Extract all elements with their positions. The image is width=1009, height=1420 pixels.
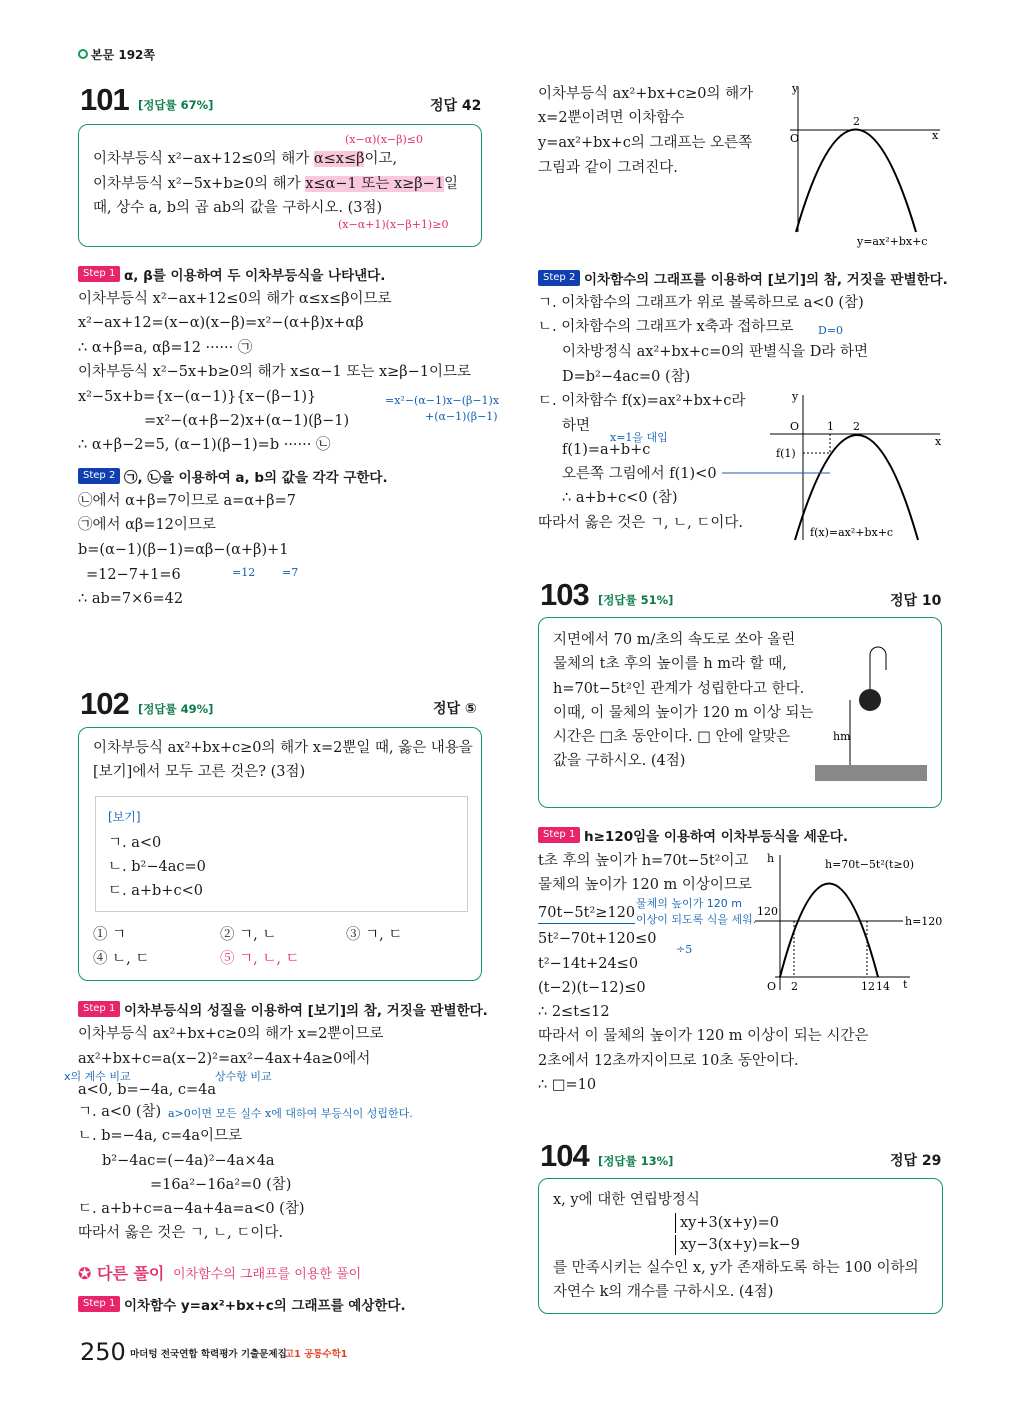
equation-line: xy−3(x+y)=k−9 <box>675 1235 800 1255</box>
problem-line: [보기]에서 모두 고른 것은? (3점) <box>93 764 306 780</box>
solution-line: =x²−(α+β−2)x+(α−1)(β−1) <box>144 413 350 429</box>
curve-label: f(x)=ax²+bx+c <box>810 526 894 539</box>
problem-number: 102 <box>80 686 129 721</box>
solution-line: b=(α−1)(β−1)=αβ−(α+β)+1 <box>78 542 289 558</box>
annotation: x=1을 대입 <box>610 431 668 444</box>
solution-line: 따라서 옳은 것은 ㄱ, ㄴ, ㄷ이다. <box>538 515 743 531</box>
problem-number: 103 <box>540 577 589 612</box>
annotation: D=0 <box>818 324 844 337</box>
annotation: =12 <box>232 566 256 579</box>
solution-line: 70t−5t²≥120 <box>538 903 635 924</box>
problem-line: 이차부등식 x²−5x+b≥0의 해가 x≤α−1 또는 x≥β−1일 <box>93 176 459 192</box>
problem-number: 104 <box>540 1138 589 1173</box>
answer: 정답 ⑤ <box>433 701 477 717</box>
ref-text: 본문 192쪽 <box>91 48 156 62</box>
solution-line: 2초에서 12초까지이므로 10초 동안이다. <box>538 1053 799 1069</box>
solution-line: ∴ α+β=a, αβ=12 ······ ㉠ <box>78 340 253 356</box>
solution-line: f(1)=a+b+c <box>562 442 651 458</box>
parabola-graph-2 <box>770 390 945 545</box>
tick-label: 2 <box>853 115 860 128</box>
solution-line: 이차부등식 x²−ax+12≤0의 해가 α≤x≤β이므로 <box>78 291 392 307</box>
axis-label-t: t <box>903 978 908 991</box>
solution-line: a<0, b=−4a, c=4a <box>78 1082 217 1098</box>
solution-line: ∴ 2≤t≤12 <box>538 1004 610 1020</box>
solution-line: ㄴ. 이차함수의 그래프가 x축과 접하므로 <box>538 319 794 335</box>
solution-line: x=2뿐이려면 이차함수 <box>538 110 685 126</box>
correct-rate: [정답률 13%] <box>598 1154 674 1168</box>
curve-label: y=ax²+bx+c <box>857 235 928 248</box>
step-badge: Step 2 <box>78 468 120 484</box>
tick-label: 120 <box>757 905 778 918</box>
axis-label-y: y <box>792 82 799 95</box>
solution-line: 이차부등식 ax²+bx+c≥0의 해가 <box>538 86 754 102</box>
choice-1[interactable]: ① ㄱ <box>93 927 127 943</box>
solution-line: t²−14t+24≤0 <box>538 956 639 972</box>
problem-line: x, y에 대한 연립방정식 <box>553 1192 700 1208</box>
annotation: 물체의 높이가 120 m <box>636 897 742 910</box>
problem-line: 지면에서 70 m/초의 속도로 쏘아 올린 <box>553 632 796 648</box>
page-number: 250 <box>80 1338 126 1366</box>
solution-line: ㄱ. 이차함수의 그래프가 위로 볼록하므로 a<0 (참) <box>538 295 864 311</box>
axis-label-x: x <box>932 129 939 142</box>
problem-line: 이차부등식 ax²+bx+c≥0의 해가 x=2뿐일 때, 옳은 내용을 <box>93 740 473 756</box>
tick-label: 2 <box>853 420 860 433</box>
solution-line: ∴ α+β−2=5, (α−1)(β−1)=b ······ ㉡ <box>78 437 331 453</box>
solution-line: ㄷ. 이차함수 f(x)=ax²+bx+c라 <box>538 393 746 409</box>
circle-icon <box>78 49 88 59</box>
problem-line: 이때, 이 물체의 높이가 120 m 이상 되는 <box>553 705 814 721</box>
annotation: 상수항 비교 <box>215 1070 272 1083</box>
step-title: α, β를 이용하여 두 이차부등식을 나타낸다. <box>124 268 386 284</box>
solution-line: ㉠에서 αβ=12이므로 <box>78 517 216 533</box>
problem-line: h=70t−5t²인 관계가 성립한다고 한다. <box>553 681 805 697</box>
annotation: x의 계수 비교 <box>64 1070 131 1083</box>
tick-label: 12 <box>861 980 875 993</box>
bogi-item: ㄷ. a+b+c<0 <box>108 883 203 899</box>
bogi-item: ㄴ. b²−4ac=0 <box>108 859 206 875</box>
solution-line: =12−7+1=6 <box>86 567 181 583</box>
problem-line: 자연수 k의 개수를 구하시오. (4점) <box>553 1284 774 1300</box>
alt-solution-title: ✪ 다른 풀이 <box>78 1264 165 1283</box>
step-badge: Step 2 <box>538 270 580 286</box>
axis-label-y: y <box>792 390 799 403</box>
choice-3[interactable]: ③ ㄱ, ㄷ <box>346 927 403 943</box>
solution-line: x²−ax+12=(x−α)(x−β)=x²−(α+β)x+αβ <box>78 315 364 331</box>
solution-line: =16a²−16a²=0 (참) <box>150 1177 292 1193</box>
problem-line: 물체의 t초 후의 높이를 h m라 할 때, <box>553 656 787 672</box>
parabola-graph-1 <box>770 82 945 252</box>
origin-label: O <box>767 980 777 993</box>
choice-2[interactable]: ② ㄱ, ㄴ <box>220 927 277 943</box>
solution-line: 이차부등식 x²−5x+b≥0의 해가 x≤α−1 또는 x≥β−1이므로 <box>78 364 472 380</box>
step-title: h≥120임을 이용하여 이차부등식을 세운다. <box>584 829 848 845</box>
correct-rate: [정답률 49%] <box>138 702 214 716</box>
solution-line: ∴ a+b+c<0 (참) <box>562 490 678 506</box>
solution-line: 그림과 같이 그려진다. <box>538 160 678 176</box>
answer: 정답 29 <box>890 1153 942 1169</box>
step-badge: Step 1 <box>78 1296 120 1312</box>
solution-line: 따라서 이 물체의 높이가 120 m 이상이 되는 시간은 <box>538 1028 869 1044</box>
problem-line: 값을 구하시오. (4점) <box>553 753 686 769</box>
step-title: ㉠, ㉡을 이용하여 a, b의 값을 각각 구한다. <box>124 470 388 486</box>
annotation: (x−α+1)(x−β+1)≥0 <box>338 218 449 231</box>
curve-label: h=70t−5t²(t≥0) <box>825 858 914 871</box>
solution-line: 물체의 높이가 120 m 이상이므로 <box>538 877 752 893</box>
solution-line: ㄷ. a+b+c=a−4a+4a=a<0 (참) <box>78 1201 305 1217</box>
solution-line: ax²+bx+c=a(x−2)²=ax²−4ax+4a≥0에서 <box>78 1051 371 1067</box>
step-title: 이차함수의 그래프를 이용하여 [보기]의 참, 거짓을 판별한다. <box>584 272 948 288</box>
step-title: 이차함수 y=ax²+bx+c의 그래프를 예상한다. <box>124 1298 406 1314</box>
solution-line: 이차방정식 ax²+bx+c=0의 판별식을 D라 하면 <box>562 344 869 360</box>
axis-label-x: x <box>935 435 942 448</box>
annotation: +(α−1)(β−1) <box>425 410 498 423</box>
problem-line: 때, 상수 a, b의 곱 ab의 값을 구하시오. (3점) <box>93 200 383 216</box>
correct-rate: [정답률 51%] <box>598 593 674 607</box>
annotation: =x²−(α−1)x−(β−1)x <box>385 394 500 407</box>
annotation: =7 <box>282 566 299 579</box>
solution-line: x²−5x+b={x−(α−1)}{x−(β−1)} <box>78 389 317 405</box>
solution-line: b²−4ac=(−4a)²−4a×4a <box>102 1153 275 1169</box>
solution-line: 오른쪽 그림에서 f(1)<0 <box>562 466 717 482</box>
choice-4[interactable]: ④ ㄴ, ㄷ <box>93 951 150 967</box>
step-badge: Step 1 <box>538 827 580 843</box>
step-badge: Step 1 <box>78 1001 120 1017</box>
solution-line: ∴ □=10 <box>538 1077 597 1093</box>
solution-line: 따라서 옳은 것은 ㄱ, ㄴ, ㄷ이다. <box>78 1225 283 1241</box>
problem-line: 를 만족시키는 실수인 x, y가 존재하도록 하는 100 이하의 <box>553 1260 919 1276</box>
height-label: hm <box>833 730 851 743</box>
solution-line: ∴ ab=7×6=42 <box>78 591 184 607</box>
equation-line: xy+3(x+y)=0 <box>675 1213 779 1233</box>
subject: 고1 공통수학1 <box>285 1349 348 1360</box>
bogi-item: ㄱ. a<0 <box>108 835 162 851</box>
problem-line: 시간은 □초 동안이다. □ 안에 알맞은 <box>553 729 791 745</box>
page-reference <box>78 45 155 65</box>
tick-label: 14 <box>876 980 890 993</box>
annotation: ÷5 <box>676 943 693 956</box>
choice-5-checked[interactable]: ⑤ ㄱ, ㄴ, ㄷ <box>220 951 300 967</box>
origin-label: O <box>790 132 800 145</box>
solution-line: t초 후의 높이가 h=70t−5t²이고 <box>538 853 749 869</box>
problem-number: 101 <box>80 82 129 117</box>
height-graph <box>755 850 945 998</box>
solution-line: 하면 <box>562 418 591 434</box>
annotation: a>0이면 모든 실수 x에 대하여 부등식이 성립한다. <box>168 1107 413 1120</box>
step-badge: Step 1 <box>78 266 120 282</box>
answer: 정답 42 <box>430 98 482 114</box>
origin-label: O <box>790 420 800 433</box>
axis-label-h: h <box>767 852 775 865</box>
solution-line: 5t²−70t+120≤0 <box>538 931 657 947</box>
book-title: 마더텅 전국연합 학력평가 기출문제집 <box>130 1349 287 1360</box>
line-label: h=120 <box>905 915 943 928</box>
bogi-label: [보기] <box>108 810 141 824</box>
f1-label: f(1) <box>776 447 796 460</box>
tick-label: 2 <box>791 980 798 993</box>
annotation: 이상이 되도록 식을 세워. <box>636 913 757 926</box>
problem-line: 이차부등식 x²−ax+12≤0의 해가 α≤x≤β이고, <box>93 151 398 167</box>
solution-line: ㄴ. b=−4a, c=4a이므로 <box>78 1128 243 1144</box>
tick-label: 1 <box>827 420 834 433</box>
annotation: (x−α)(x−β)≤0 <box>345 133 424 146</box>
solution-line: (t−2)(t−12)≤0 <box>538 980 646 996</box>
correct-rate: [정답률 67%] <box>138 98 214 112</box>
alt-solution-subtitle: 이차함수의 그래프를 이용한 풀이 <box>173 1267 362 1282</box>
solution-line: ㉡에서 α+β=7이므로 a=α+β=7 <box>78 493 296 509</box>
solution-line: ㄱ. a<0 (참) <box>78 1104 162 1120</box>
solution-line: y=ax²+bx+c의 그래프는 오른쪽 <box>538 135 753 151</box>
solution-line: 이차부등식 ax²+bx+c≥0의 해가 x=2뿐이므로 <box>78 1026 384 1042</box>
star-icon: ✪ <box>78 1264 97 1283</box>
ball-figure <box>815 640 930 785</box>
answer: 정답 10 <box>890 593 942 609</box>
solution-line: D=b²−4ac=0 (참) <box>562 369 691 385</box>
step-title: 이차부등식의 성질을 이용하여 [보기]의 참, 거짓을 판별한다. <box>124 1003 488 1019</box>
